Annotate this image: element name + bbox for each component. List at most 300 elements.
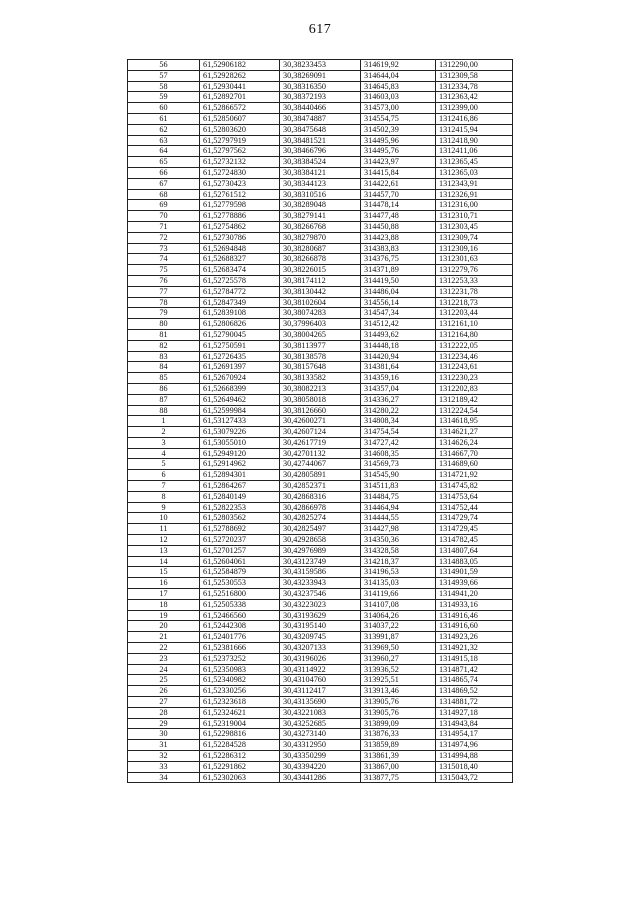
- y-coordinate-cell: 1314941,20: [436, 589, 513, 600]
- point-number-cell: 25: [128, 675, 200, 686]
- point-number-cell: 66: [128, 167, 200, 178]
- y-coordinate-cell: 1314721,92: [436, 470, 513, 481]
- longitude-cell: 30,42825274: [280, 513, 361, 524]
- point-number-cell: 1: [128, 416, 200, 427]
- table-row: [128, 135, 513, 146]
- longitude-cell: 30,38310516: [280, 189, 361, 200]
- latitude-cell: 61,52373252: [200, 653, 280, 664]
- point-number-cell: 13: [128, 545, 200, 556]
- longitude-cell: 30,43221083: [280, 707, 361, 718]
- latitude-cell: 61,52790045: [200, 329, 280, 340]
- table-row: [128, 675, 513, 686]
- x-coordinate-cell: 314350,36: [361, 535, 436, 546]
- latitude-cell: 61,52840149: [200, 491, 280, 502]
- x-coordinate-cell: 314554,75: [361, 113, 436, 124]
- table-row: [128, 92, 513, 103]
- point-number-cell: 4: [128, 448, 200, 459]
- latitude-cell: 61,52779598: [200, 200, 280, 211]
- x-coordinate-cell: 314608,35: [361, 448, 436, 459]
- y-coordinate-cell: 1312161,10: [436, 319, 513, 330]
- point-number-cell: 73: [128, 243, 200, 254]
- latitude-cell: 61,52761512: [200, 189, 280, 200]
- longitude-cell: 30,38126660: [280, 405, 361, 416]
- point-number-cell: 87: [128, 394, 200, 405]
- latitude-cell: 61,52864267: [200, 481, 280, 492]
- point-number-cell: 18: [128, 599, 200, 610]
- point-number-cell: 3: [128, 437, 200, 448]
- y-coordinate-cell: 1312290,00: [436, 60, 513, 71]
- latitude-cell: 61,52803620: [200, 124, 280, 135]
- y-coordinate-cell: 1312234,46: [436, 351, 513, 362]
- y-coordinate-cell: 1312164,80: [436, 329, 513, 340]
- y-coordinate-cell: 1312309,58: [436, 70, 513, 81]
- x-coordinate-cell: 314064,26: [361, 610, 436, 621]
- table-row: [128, 60, 513, 71]
- y-coordinate-cell: 1314752,44: [436, 502, 513, 513]
- point-number-cell: 71: [128, 221, 200, 232]
- page-number: 617: [308, 22, 332, 37]
- latitude-cell: 61,52894301: [200, 470, 280, 481]
- point-number-cell: 16: [128, 578, 200, 589]
- latitude-cell: 61,52725578: [200, 275, 280, 286]
- table-row: [128, 578, 513, 589]
- latitude-cell: 61,52694848: [200, 243, 280, 254]
- longitude-cell: 30,43135690: [280, 697, 361, 708]
- x-coordinate-cell: 314569,73: [361, 459, 436, 470]
- table-row: [128, 416, 513, 427]
- y-coordinate-cell: 1312301,63: [436, 254, 513, 265]
- latitude-cell: 61,52839108: [200, 308, 280, 319]
- point-number-cell: 26: [128, 686, 200, 697]
- table-row: [128, 653, 513, 664]
- longitude-cell: 30,42825497: [280, 524, 361, 535]
- y-coordinate-cell: 1314974,96: [436, 740, 513, 751]
- y-coordinate-cell: 1314994,88: [436, 751, 513, 762]
- x-coordinate-cell: 314419,50: [361, 275, 436, 286]
- point-number-cell: 72: [128, 232, 200, 243]
- point-number-cell: 68: [128, 189, 200, 200]
- x-coordinate-cell: 314444,55: [361, 513, 436, 524]
- point-number-cell: 5: [128, 459, 200, 470]
- longitude-cell: 30,38138578: [280, 351, 361, 362]
- x-coordinate-cell: 314423,97: [361, 157, 436, 168]
- longitude-cell: 30,38157648: [280, 362, 361, 373]
- y-coordinate-cell: 1312326,91: [436, 189, 513, 200]
- longitude-cell: 30,43207133: [280, 643, 361, 654]
- y-coordinate-cell: 1312279,76: [436, 265, 513, 276]
- y-coordinate-cell: 1314689,60: [436, 459, 513, 470]
- y-coordinate-cell: 1312303,45: [436, 221, 513, 232]
- latitude-cell: 61,52599984: [200, 405, 280, 416]
- latitude-cell: 61,52319004: [200, 718, 280, 729]
- y-coordinate-cell: 1314939,66: [436, 578, 513, 589]
- latitude-cell: 61,53055010: [200, 437, 280, 448]
- latitude-cell: 61,52914962: [200, 459, 280, 470]
- x-coordinate-cell: 313877,75: [361, 772, 436, 783]
- longitude-cell: 30,42744067: [280, 459, 361, 470]
- y-coordinate-cell: 1314782,45: [436, 535, 513, 546]
- point-number-cell: 32: [128, 751, 200, 762]
- longitude-cell: 30,43237546: [280, 589, 361, 600]
- longitude-cell: 30,43196026: [280, 653, 361, 664]
- point-number-cell: 14: [128, 556, 200, 567]
- y-coordinate-cell: 1314807,64: [436, 545, 513, 556]
- y-coordinate-cell: 1312334,78: [436, 81, 513, 92]
- y-coordinate-cell: 1314916,60: [436, 621, 513, 632]
- longitude-cell: 30,38280687: [280, 243, 361, 254]
- latitude-cell: 61,52754862: [200, 221, 280, 232]
- longitude-cell: 30,42607124: [280, 427, 361, 438]
- latitude-cell: 61,52668399: [200, 383, 280, 394]
- coordinates-table: [127, 59, 513, 783]
- table-row: [128, 740, 513, 751]
- longitude-cell: 30,42866978: [280, 502, 361, 513]
- x-coordinate-cell: 314359,16: [361, 373, 436, 384]
- table-row: [128, 243, 513, 254]
- longitude-cell: 30,38113977: [280, 340, 361, 351]
- latitude-cell: 61,52323618: [200, 697, 280, 708]
- point-number-cell: 23: [128, 653, 200, 664]
- longitude-cell: 30,42976989: [280, 545, 361, 556]
- latitude-cell: 61,52730786: [200, 232, 280, 243]
- latitude-cell: 61,52720237: [200, 535, 280, 546]
- x-coordinate-cell: 314644,04: [361, 70, 436, 81]
- latitude-cell: 61,52724830: [200, 167, 280, 178]
- latitude-cell: 61,52726435: [200, 351, 280, 362]
- latitude-cell: 61,52691397: [200, 362, 280, 373]
- longitude-cell: 30,43252685: [280, 718, 361, 729]
- longitude-cell: 30,38316350: [280, 81, 361, 92]
- x-coordinate-cell: 314357,04: [361, 383, 436, 394]
- longitude-cell: 30,43209745: [280, 632, 361, 643]
- x-coordinate-cell: 314502,39: [361, 124, 436, 135]
- latitude-cell: 61,52892701: [200, 92, 280, 103]
- longitude-cell: 30,38440466: [280, 103, 361, 114]
- x-coordinate-cell: 314464,94: [361, 502, 436, 513]
- table-row: [128, 502, 513, 513]
- longitude-cell: 30,43114922: [280, 664, 361, 675]
- latitude-cell: 61,52822353: [200, 502, 280, 513]
- y-coordinate-cell: 1314933,16: [436, 599, 513, 610]
- x-coordinate-cell: 314547,34: [361, 308, 436, 319]
- x-coordinate-cell: 313936,52: [361, 664, 436, 675]
- longitude-cell: 30,38004265: [280, 329, 361, 340]
- longitude-cell: 30,42701132: [280, 448, 361, 459]
- y-coordinate-cell: 1312203,44: [436, 308, 513, 319]
- y-coordinate-cell: 1312222,05: [436, 340, 513, 351]
- table-row: [128, 232, 513, 243]
- y-coordinate-cell: 1314901,59: [436, 567, 513, 578]
- point-number-cell: 83: [128, 351, 200, 362]
- x-coordinate-cell: 313969,50: [361, 643, 436, 654]
- table-row: [128, 427, 513, 438]
- point-number-cell: 70: [128, 211, 200, 222]
- y-coordinate-cell: 1312243,61: [436, 362, 513, 373]
- table-row: [128, 761, 513, 772]
- longitude-cell: 30,43159586: [280, 567, 361, 578]
- y-coordinate-cell: 1314883,05: [436, 556, 513, 567]
- point-number-cell: 15: [128, 567, 200, 578]
- y-coordinate-cell: 1312365,03: [436, 167, 513, 178]
- point-number-cell: 22: [128, 643, 200, 654]
- latitude-cell: 61,52442308: [200, 621, 280, 632]
- table-row: [128, 103, 513, 114]
- latitude-cell: 61,52784772: [200, 286, 280, 297]
- latitude-cell: 61,52866572: [200, 103, 280, 114]
- table-row: [128, 383, 513, 394]
- table-row: [128, 481, 513, 492]
- y-coordinate-cell: 1312411,06: [436, 146, 513, 157]
- x-coordinate-cell: 314457,70: [361, 189, 436, 200]
- y-coordinate-cell: 1314921,32: [436, 643, 513, 654]
- y-coordinate-cell: 1314626,24: [436, 437, 513, 448]
- x-coordinate-cell: 314423,88: [361, 232, 436, 243]
- y-coordinate-cell: 1312231,78: [436, 286, 513, 297]
- y-coordinate-cell: 1312218,73: [436, 297, 513, 308]
- y-coordinate-cell: 1314667,70: [436, 448, 513, 459]
- longitude-cell: 30,43195140: [280, 621, 361, 632]
- point-number-cell: 69: [128, 200, 200, 211]
- latitude-cell: 61,52466560: [200, 610, 280, 621]
- longitude-cell: 30,38279141: [280, 211, 361, 222]
- y-coordinate-cell: 1312418,90: [436, 135, 513, 146]
- table-row: [128, 556, 513, 567]
- point-number-cell: 2: [128, 427, 200, 438]
- point-number-cell: 62: [128, 124, 200, 135]
- longitude-cell: 30,38266768: [280, 221, 361, 232]
- x-coordinate-cell: 314427,98: [361, 524, 436, 535]
- latitude-cell: 61,52803562: [200, 513, 280, 524]
- table-row: [128, 157, 513, 168]
- y-coordinate-cell: 1314621,27: [436, 427, 513, 438]
- longitude-cell: 30,37996403: [280, 319, 361, 330]
- x-coordinate-cell: 314371,89: [361, 265, 436, 276]
- x-coordinate-cell: 313913,46: [361, 686, 436, 697]
- longitude-cell: 30,38344123: [280, 178, 361, 189]
- longitude-cell: 30,38475648: [280, 124, 361, 135]
- y-coordinate-cell: 1314869,52: [436, 686, 513, 697]
- point-number-cell: 65: [128, 157, 200, 168]
- table-row: [128, 545, 513, 556]
- longitude-cell: 30,38466796: [280, 146, 361, 157]
- table-row: [128, 697, 513, 708]
- y-coordinate-cell: 1314871,42: [436, 664, 513, 675]
- x-coordinate-cell: 314420,94: [361, 351, 436, 362]
- x-coordinate-cell: 313991,87: [361, 632, 436, 643]
- y-coordinate-cell: 1312415,94: [436, 124, 513, 135]
- table-row: [128, 729, 513, 740]
- table-row: [128, 340, 513, 351]
- table-row: [128, 513, 513, 524]
- y-coordinate-cell: 1314954,17: [436, 729, 513, 740]
- longitude-cell: 30,42617719: [280, 437, 361, 448]
- table-row: [128, 459, 513, 470]
- longitude-cell: 30,43273140: [280, 729, 361, 740]
- point-number-cell: 77: [128, 286, 200, 297]
- point-number-cell: 58: [128, 81, 200, 92]
- point-number-cell: 79: [128, 308, 200, 319]
- x-coordinate-cell: 314493,62: [361, 329, 436, 340]
- point-number-cell: 80: [128, 319, 200, 330]
- longitude-cell: 30,38133582: [280, 373, 361, 384]
- latitude-cell: 61,52298816: [200, 729, 280, 740]
- table-row: [128, 567, 513, 578]
- y-coordinate-cell: 1312309,74: [436, 232, 513, 243]
- x-coordinate-cell: 314477,48: [361, 211, 436, 222]
- x-coordinate-cell: 314556,14: [361, 297, 436, 308]
- table-row: [128, 189, 513, 200]
- latitude-cell: 61,52604061: [200, 556, 280, 567]
- x-coordinate-cell: 314808,34: [361, 416, 436, 427]
- latitude-cell: 61,52930441: [200, 81, 280, 92]
- point-number-cell: 67: [128, 178, 200, 189]
- table-row: [128, 254, 513, 265]
- longitude-cell: 30,38372193: [280, 92, 361, 103]
- x-coordinate-cell: 313899,09: [361, 718, 436, 729]
- x-coordinate-cell: 314754,54: [361, 427, 436, 438]
- x-coordinate-cell: 314383,83: [361, 243, 436, 254]
- table-row: [128, 265, 513, 276]
- point-number-cell: 6: [128, 470, 200, 481]
- longitude-cell: 30,38174112: [280, 275, 361, 286]
- x-coordinate-cell: 314336,27: [361, 394, 436, 405]
- y-coordinate-cell: 1314915,18: [436, 653, 513, 664]
- table-row: [128, 405, 513, 416]
- y-coordinate-cell: 1312202,83: [436, 383, 513, 394]
- longitude-cell: 30,38058018: [280, 394, 361, 405]
- latitude-cell: 61,52850607: [200, 113, 280, 124]
- table-row: [128, 470, 513, 481]
- x-coordinate-cell: 314645,83: [361, 81, 436, 92]
- x-coordinate-cell: 314484,75: [361, 491, 436, 502]
- longitude-cell: 30,43394220: [280, 761, 361, 772]
- x-coordinate-cell: 314196,53: [361, 567, 436, 578]
- x-coordinate-cell: 314415,84: [361, 167, 436, 178]
- point-number-cell: 86: [128, 383, 200, 394]
- table-row: [128, 329, 513, 340]
- y-coordinate-cell: 1314729,74: [436, 513, 513, 524]
- point-number-cell: 8: [128, 491, 200, 502]
- table-row: [128, 351, 513, 362]
- longitude-cell: 30,38233453: [280, 60, 361, 71]
- point-number-cell: 75: [128, 265, 200, 276]
- y-coordinate-cell: 1312399,00: [436, 103, 513, 114]
- y-coordinate-cell: 1312363,42: [436, 92, 513, 103]
- y-coordinate-cell: 1312189,42: [436, 394, 513, 405]
- longitude-cell: 30,38102604: [280, 297, 361, 308]
- x-coordinate-cell: 314119,66: [361, 589, 436, 600]
- point-number-cell: 30: [128, 729, 200, 740]
- y-coordinate-cell: 1314618,95: [436, 416, 513, 427]
- table-row: [128, 124, 513, 135]
- x-coordinate-cell: 314328,58: [361, 545, 436, 556]
- coordinates-table-body: [128, 60, 513, 783]
- latitude-cell: 61,52670924: [200, 373, 280, 384]
- point-number-cell: 81: [128, 329, 200, 340]
- table-row: [128, 221, 513, 232]
- latitude-cell: 61,52340982: [200, 675, 280, 686]
- y-coordinate-cell: 1314753,64: [436, 491, 513, 502]
- point-number-cell: 76: [128, 275, 200, 286]
- point-number-cell: 27: [128, 697, 200, 708]
- longitude-cell: 30,42805891: [280, 470, 361, 481]
- latitude-cell: 61,52797562: [200, 146, 280, 157]
- latitude-cell: 61,52847349: [200, 297, 280, 308]
- x-coordinate-cell: 314495,76: [361, 146, 436, 157]
- x-coordinate-cell: 314478,14: [361, 200, 436, 211]
- table-row: [128, 394, 513, 405]
- point-number-cell: 9: [128, 502, 200, 513]
- table-row: [128, 643, 513, 654]
- longitude-cell: 30,43104760: [280, 675, 361, 686]
- longitude-cell: 30,38074283: [280, 308, 361, 319]
- latitude-cell: 61,52284528: [200, 740, 280, 751]
- point-number-cell: 33: [128, 761, 200, 772]
- table-row: [128, 632, 513, 643]
- table-row: [128, 448, 513, 459]
- latitude-cell: 61,52750591: [200, 340, 280, 351]
- latitude-cell: 61,52683474: [200, 265, 280, 276]
- table-row: [128, 524, 513, 535]
- latitude-cell: 61,52649462: [200, 394, 280, 405]
- table-row: [128, 286, 513, 297]
- latitude-cell: 61,52778886: [200, 211, 280, 222]
- point-number-cell: 59: [128, 92, 200, 103]
- y-coordinate-cell: 1312310,71: [436, 211, 513, 222]
- table-row: [128, 373, 513, 384]
- longitude-cell: 30,38384524: [280, 157, 361, 168]
- latitude-cell: 61,52788692: [200, 524, 280, 535]
- point-number-cell: 20: [128, 621, 200, 632]
- point-number-cell: 88: [128, 405, 200, 416]
- y-coordinate-cell: 1314916,46: [436, 610, 513, 621]
- latitude-cell: 61,53079226: [200, 427, 280, 438]
- longitude-cell: 30,42928658: [280, 535, 361, 546]
- x-coordinate-cell: 314603,03: [361, 92, 436, 103]
- longitude-cell: 30,38269091: [280, 70, 361, 81]
- table-row: [128, 178, 513, 189]
- table-row: [128, 113, 513, 124]
- latitude-cell: 61,52806826: [200, 319, 280, 330]
- x-coordinate-cell: 314448,18: [361, 340, 436, 351]
- longitude-cell: 30,38082213: [280, 383, 361, 394]
- point-number-cell: 60: [128, 103, 200, 114]
- table-row: [128, 772, 513, 783]
- table-row: [128, 599, 513, 610]
- longitude-cell: 30,38266878: [280, 254, 361, 265]
- x-coordinate-cell: 314381,64: [361, 362, 436, 373]
- y-coordinate-cell: 1312230,23: [436, 373, 513, 384]
- y-coordinate-cell: 1314729,45: [436, 524, 513, 535]
- latitude-cell: 61,52584879: [200, 567, 280, 578]
- point-number-cell: 85: [128, 373, 200, 384]
- table-row: [128, 167, 513, 178]
- table-row: [128, 200, 513, 211]
- table-row: [128, 621, 513, 632]
- table-row: [128, 718, 513, 729]
- longitude-cell: 30,42852371: [280, 481, 361, 492]
- latitude-cell: 61,52291862: [200, 761, 280, 772]
- latitude-cell: 61,52350983: [200, 664, 280, 675]
- longitude-cell: 30,43223023: [280, 599, 361, 610]
- point-number-cell: 34: [128, 772, 200, 783]
- x-coordinate-cell: 314037,22: [361, 621, 436, 632]
- point-number-cell: 10: [128, 513, 200, 524]
- x-coordinate-cell: 314218,37: [361, 556, 436, 567]
- table-row: [128, 275, 513, 286]
- latitude-cell: 61,52732132: [200, 157, 280, 168]
- longitude-cell: 30,38474887: [280, 113, 361, 124]
